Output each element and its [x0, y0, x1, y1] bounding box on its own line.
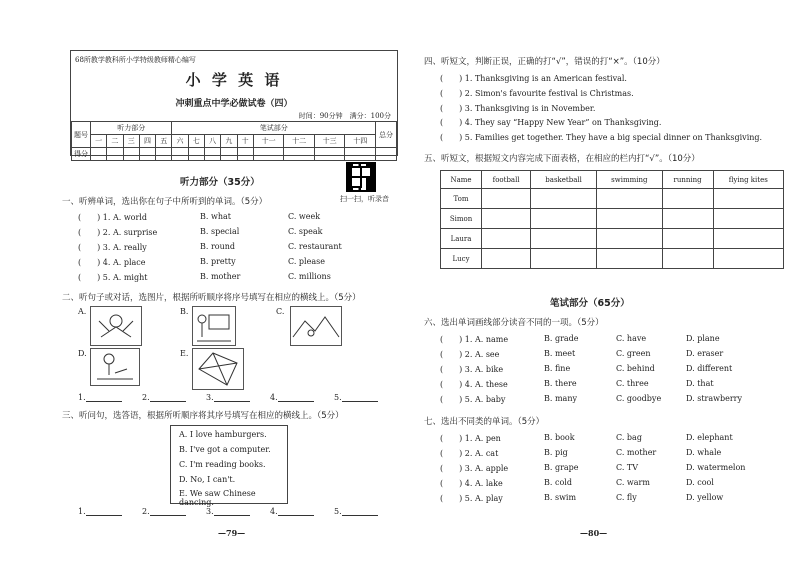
table-cell[interactable] — [482, 249, 531, 269]
table-cell[interactable] — [662, 249, 713, 269]
sec7-opt-4d[interactable]: D. cool — [686, 478, 714, 487]
score-cell[interactable] — [345, 148, 376, 161]
listen-head: 听力部分 — [91, 122, 172, 135]
sec6-opt-2c[interactable]: C. green — [616, 349, 651, 358]
sec6-opt-2b[interactable]: B. meet — [544, 349, 576, 358]
sec2-blank-3[interactable]: 3. — [206, 392, 250, 402]
row-name-laura: Laura — [441, 229, 482, 249]
sec7-opt-4c[interactable]: C. warm — [616, 478, 650, 487]
table-cell[interactable] — [597, 229, 662, 249]
question-number: 五 — [156, 135, 172, 148]
question-number: 十三 — [314, 135, 345, 148]
question-number: 十四 — [345, 135, 376, 148]
sec7-opt-5b[interactable]: B. swim — [544, 493, 577, 502]
header-box — [70, 50, 398, 156]
sec6-item-4[interactable]: ( ) 4. A. these — [440, 380, 508, 389]
sec6-opt-3c[interactable]: C. behind — [616, 364, 655, 373]
score-cell[interactable] — [221, 148, 237, 161]
sec1-item-3[interactable]: ( ) 3. A. really — [78, 243, 147, 252]
answer-a: A. I love hamburgers. — [179, 430, 267, 439]
sec3-blank-2[interactable]: 2. — [142, 506, 186, 516]
question-number: 十二 — [284, 135, 315, 148]
sec7-item-5[interactable]: ( ) 5. A. play — [440, 494, 503, 503]
question-number: 九 — [221, 135, 237, 148]
sec7-item-3[interactable]: ( ) 3. A. apple — [440, 464, 509, 473]
pic-label-b: B. — [180, 307, 189, 316]
qr-caption: 扫一扫，听录音 — [340, 195, 389, 203]
score-table — [71, 121, 397, 161]
sec4-item-4[interactable]: ( ) 4. They say “Happy New Year” on Thanksgiving. — [440, 118, 662, 127]
question-number: 四 — [139, 135, 155, 148]
sec7-opt-5d[interactable]: D. yellow — [686, 493, 724, 502]
sec6-item-1[interactable]: ( ) 1. A. name — [440, 335, 509, 344]
sec1-opt-2b[interactable]: B. special — [200, 227, 240, 236]
sec6-opt-1d[interactable]: D. plane — [686, 334, 720, 343]
table-cell[interactable] — [597, 249, 662, 269]
answer-b: B. I've got a computer. — [179, 445, 271, 454]
sport-table — [440, 170, 784, 269]
sec6-opt-5c[interactable]: C. goodbye — [616, 394, 662, 403]
picture-a — [90, 306, 142, 346]
sec2-title: 二、听句子或对话，选图片，根据所听顺序将序号填写在相应的横线上。（5分） — [62, 293, 361, 303]
pic-label-c: C. — [276, 307, 285, 316]
sec6-opt-1c[interactable]: C. have — [616, 334, 647, 343]
table-cell[interactable] — [482, 209, 531, 229]
sec4-title: 四、听短文，判断正误，正确的打“√”，错误的打“×”。（10分） — [424, 57, 665, 67]
score-cell[interactable] — [253, 148, 284, 161]
sec7-opt-4b[interactable]: B. cold — [544, 478, 572, 487]
sec6-opt-2d[interactable]: D. eraser — [686, 349, 724, 358]
question-number: 十一 — [253, 135, 284, 148]
score-cell[interactable] — [204, 148, 220, 161]
answer-box — [170, 425, 288, 507]
sec1-list — [78, 212, 398, 284]
sec6-title: 六、选出单词画线部分读音不同的一项。（5分） — [424, 318, 604, 328]
th-name: Name — [441, 171, 482, 189]
table-cell[interactable] — [482, 189, 531, 209]
sec7-item-2[interactable]: ( ) 2. A. cat — [440, 449, 499, 458]
listening-title: 听力部分（35分） — [180, 177, 260, 188]
question-number: 八 — [204, 135, 220, 148]
table-cell[interactable] — [662, 189, 713, 209]
sec1-opt-5b[interactable]: B. mother — [200, 272, 241, 281]
score-cell[interactable] — [107, 148, 123, 161]
sec7-opt-2b[interactable]: B. pig — [544, 448, 568, 457]
sec1-opt-5c[interactable]: C. millions — [288, 272, 331, 281]
time-score: 时间：90分钟 满分：100分 — [298, 112, 391, 120]
sec1-item-5[interactable]: ( ) 5. A. might — [78, 273, 148, 282]
sec2-blank-1[interactable]: 1. — [78, 392, 122, 402]
page-number-right: —80— — [580, 528, 608, 538]
table-cell[interactable] — [531, 229, 597, 249]
picture-b — [192, 306, 236, 346]
sec7-item-4[interactable]: ( ) 4. A. lake — [440, 479, 503, 488]
question-number: 三 — [123, 135, 139, 148]
sec6-opt-4d[interactable]: D. that — [686, 379, 714, 388]
sec1-item-4[interactable]: ( ) 4. A. place — [78, 258, 146, 267]
sec1-item-1[interactable]: ( ) 1. A. world — [78, 213, 147, 222]
pic-label-e: E. — [180, 349, 189, 358]
sec1-item-2[interactable]: ( ) 2. A. surprise — [78, 228, 158, 237]
row-name-tom: Tom — [441, 189, 482, 209]
sec4-item-1[interactable]: ( ) 1. Thanksgiving is an American festival. — [440, 74, 627, 83]
sec7-opt-1c[interactable]: C. bag — [616, 433, 642, 442]
picture-d — [90, 348, 140, 386]
answer-d: D. No, I can't. — [179, 475, 236, 484]
table-cell[interactable] — [713, 209, 783, 229]
score-cell[interactable] — [314, 148, 345, 161]
score-row1-label: 题号 — [72, 122, 91, 148]
sec1-opt-1c[interactable]: C. week — [288, 212, 321, 221]
sec1-opt-4c[interactable]: C. please — [288, 257, 325, 266]
sec1-title: 一、听辨单词，选出你在句子中所听到的单词。（5分） — [62, 197, 268, 207]
sec5-title: 五、听短文，根据短文内容完成下面表格，在相应的栏内打“√”。（10分） — [424, 154, 700, 164]
row-name-simon: Simon — [441, 209, 482, 229]
sec7-opt-1d[interactable]: D. elephant — [686, 433, 733, 442]
sec7-title: 七、选出不同类的单词。（5分） — [424, 417, 545, 427]
score-cell[interactable] — [91, 148, 107, 161]
sec7-item-1[interactable]: ( ) 1. A. pen — [440, 434, 501, 443]
table-cell[interactable] — [531, 249, 597, 269]
table-cell[interactable] — [597, 189, 662, 209]
sec3-title: 三、听问句，选答语，根据所听顺序将其序号填写在相应的横线上。（5分） — [62, 411, 344, 421]
sec3-blank-5[interactable]: 5. — [334, 506, 378, 516]
th-swimming: swimming — [597, 171, 662, 189]
sec3-blank-4[interactable]: 4. — [270, 506, 314, 516]
sec7-opt-2c[interactable]: C. mother — [616, 448, 657, 457]
score-cell[interactable] — [172, 148, 188, 161]
sec6-opt-3b[interactable]: B. fine — [544, 364, 571, 373]
table-cell[interactable] — [597, 209, 662, 229]
score-cell[interactable] — [156, 148, 172, 161]
sec3-blank-1[interactable]: 1. — [78, 506, 122, 516]
row-name-lucy: Lucy — [441, 249, 482, 269]
picture-e — [192, 348, 244, 390]
score-cell[interactable] — [237, 148, 253, 161]
question-number: 一 — [91, 135, 107, 148]
score-row2-label: 得分 — [72, 148, 91, 161]
total-head: 总分 — [376, 122, 397, 148]
sec7-opt-1b[interactable]: B. book — [544, 433, 575, 442]
score-cell[interactable] — [139, 148, 155, 161]
table-cell[interactable] — [713, 189, 783, 209]
score-cell[interactable] — [123, 148, 139, 161]
sec7-opt-3d[interactable]: D. watermelon — [686, 463, 746, 472]
table-cell[interactable] — [713, 229, 783, 249]
table-cell[interactable] — [531, 209, 597, 229]
sec1-opt-2c[interactable]: C. speak — [288, 227, 323, 236]
sec6-opt-4c[interactable]: C. three — [616, 379, 649, 388]
write-head: 笔试部分 — [172, 122, 376, 135]
qr-code[interactable] — [346, 162, 376, 192]
sec6-opt-5b[interactable]: B. many — [544, 394, 577, 403]
th-basketball: basketball — [531, 171, 597, 189]
sec6-list — [440, 334, 780, 406]
table-cell[interactable] — [531, 189, 597, 209]
sec6-opt-3d[interactable]: D. different — [686, 364, 733, 373]
score-cell[interactable] — [284, 148, 315, 161]
top-note: 68所教学教科所小学特级教师精心编写 — [75, 56, 196, 64]
table-cell[interactable] — [713, 249, 783, 269]
sec7-opt-2d[interactable]: D. whale — [686, 448, 722, 457]
sec4-item-3[interactable]: ( ) 3. Thanksgiving is in November. — [440, 104, 596, 113]
sec6-item-2[interactable]: ( ) 2. A. see — [440, 350, 500, 359]
sec2-blank-5[interactable]: 5. — [334, 392, 378, 402]
sec3-blank-3[interactable]: 3. — [206, 506, 250, 516]
sec1-opt-3c[interactable]: C. restaurant — [288, 242, 342, 251]
total-score-cell[interactable] — [376, 148, 397, 161]
pic-label-a: A. — [78, 307, 87, 316]
table-cell[interactable] — [662, 229, 713, 249]
sec2-blank-4[interactable]: 4. — [270, 392, 314, 402]
sec1-opt-3b[interactable]: B. round — [200, 242, 236, 251]
th-football: football — [482, 171, 531, 189]
sec4-item-5[interactable]: ( ) 5. Families get together. They have a big special dinner on Thanksgiving. — [440, 133, 763, 142]
page-number-left: —79— — [218, 528, 246, 538]
sec6-item-3[interactable]: ( ) 3. A. bike — [440, 365, 504, 374]
question-number: 二 — [107, 135, 123, 148]
sec7-list — [440, 433, 780, 505]
exam-title: 小 学 英 语 — [185, 71, 283, 89]
table-cell[interactable] — [662, 209, 713, 229]
sec4-item-2[interactable]: ( ) 2. Simon's favourite festival is Christmas. — [440, 89, 634, 98]
sec6-item-5[interactable]: ( ) 5. A. baby — [440, 395, 506, 404]
exam-subtitle: 冲刺重点中学必做试卷（四） — [175, 99, 293, 109]
sec7-opt-5c[interactable]: C. fly — [616, 493, 637, 502]
th-running: running — [662, 171, 713, 189]
sec6-opt-4b[interactable]: B. there — [544, 379, 577, 388]
sec6-opt-5d[interactable]: D. strawberry — [686, 394, 742, 403]
pic-label-d: D. — [78, 349, 87, 358]
table-cell[interactable] — [482, 229, 531, 249]
sec7-opt-3c[interactable]: C. TV — [616, 463, 639, 472]
question-number: 六 — [172, 135, 188, 148]
sec1-opt-1b[interactable]: B. what — [200, 212, 231, 221]
th-flying-kites: flying kites — [713, 171, 783, 189]
writing-title: 笔试部分（65分） — [550, 298, 630, 309]
sec1-opt-4b[interactable]: B. pretty — [200, 257, 236, 266]
question-number: 七 — [188, 135, 204, 148]
answer-e: E. We saw Chinese dancing. — [179, 489, 256, 507]
picture-c — [290, 306, 342, 346]
score-cell[interactable] — [188, 148, 204, 161]
answer-c: C. I'm reading books. — [179, 460, 266, 469]
question-number: 十 — [237, 135, 253, 148]
sec7-opt-3b[interactable]: B. grape — [544, 463, 579, 472]
sec2-blank-2[interactable]: 2. — [142, 392, 186, 402]
sec6-opt-1b[interactable]: B. grade — [544, 334, 579, 343]
